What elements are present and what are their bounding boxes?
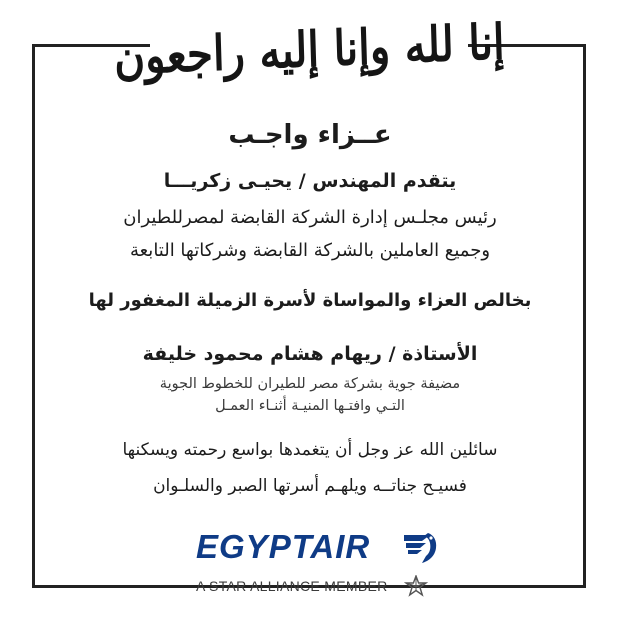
prayer-line: فسيـح جناتــه ويلهـم أسرتها الصبر والسلـوان: [153, 476, 467, 496]
calligraphy-text: إنا لله وإنا إليه راجعون: [112, 13, 506, 85]
alliance-tagline: A STAR ALLIANCE MEMBER: [196, 578, 388, 594]
condolence-line: بخالص العزاء والمواساة لأسرة الزميلة المغفور لها: [88, 290, 532, 311]
prayer-line: سائلين الله عز وجل أن يتغمدها بواسع رحمته ويسكنها: [122, 440, 498, 460]
brand-wordmark: EGYPTAIR: [196, 528, 371, 565]
egyptair-logo: [196, 527, 444, 573]
role-line: التـي وافتـها المنيـة أثنـاء العمـل: [215, 398, 405, 414]
deceased-name: الأستاذة / ريهام هشام محمود خليفة: [142, 343, 478, 365]
horus-falcon-icon: [400, 529, 440, 567]
star-alliance-icon: [404, 575, 428, 597]
body-line: وجميع العاملين بالشركة القابضة وشركاتها التابعة: [129, 240, 491, 261]
calligraphy-heading: [112, 6, 506, 92]
body-line: رئيس مجلـس إدارة الشركة القابضة لمصرللطيران: [123, 207, 497, 228]
sender-line: يتقدم المهندس / يحيـى زكريـــا: [163, 170, 457, 192]
notice-title: عــزاء واجـب: [228, 120, 392, 150]
role-line: مضيفة جوية بشركة مصر للطيران للخطوط الجوية: [159, 376, 461, 392]
